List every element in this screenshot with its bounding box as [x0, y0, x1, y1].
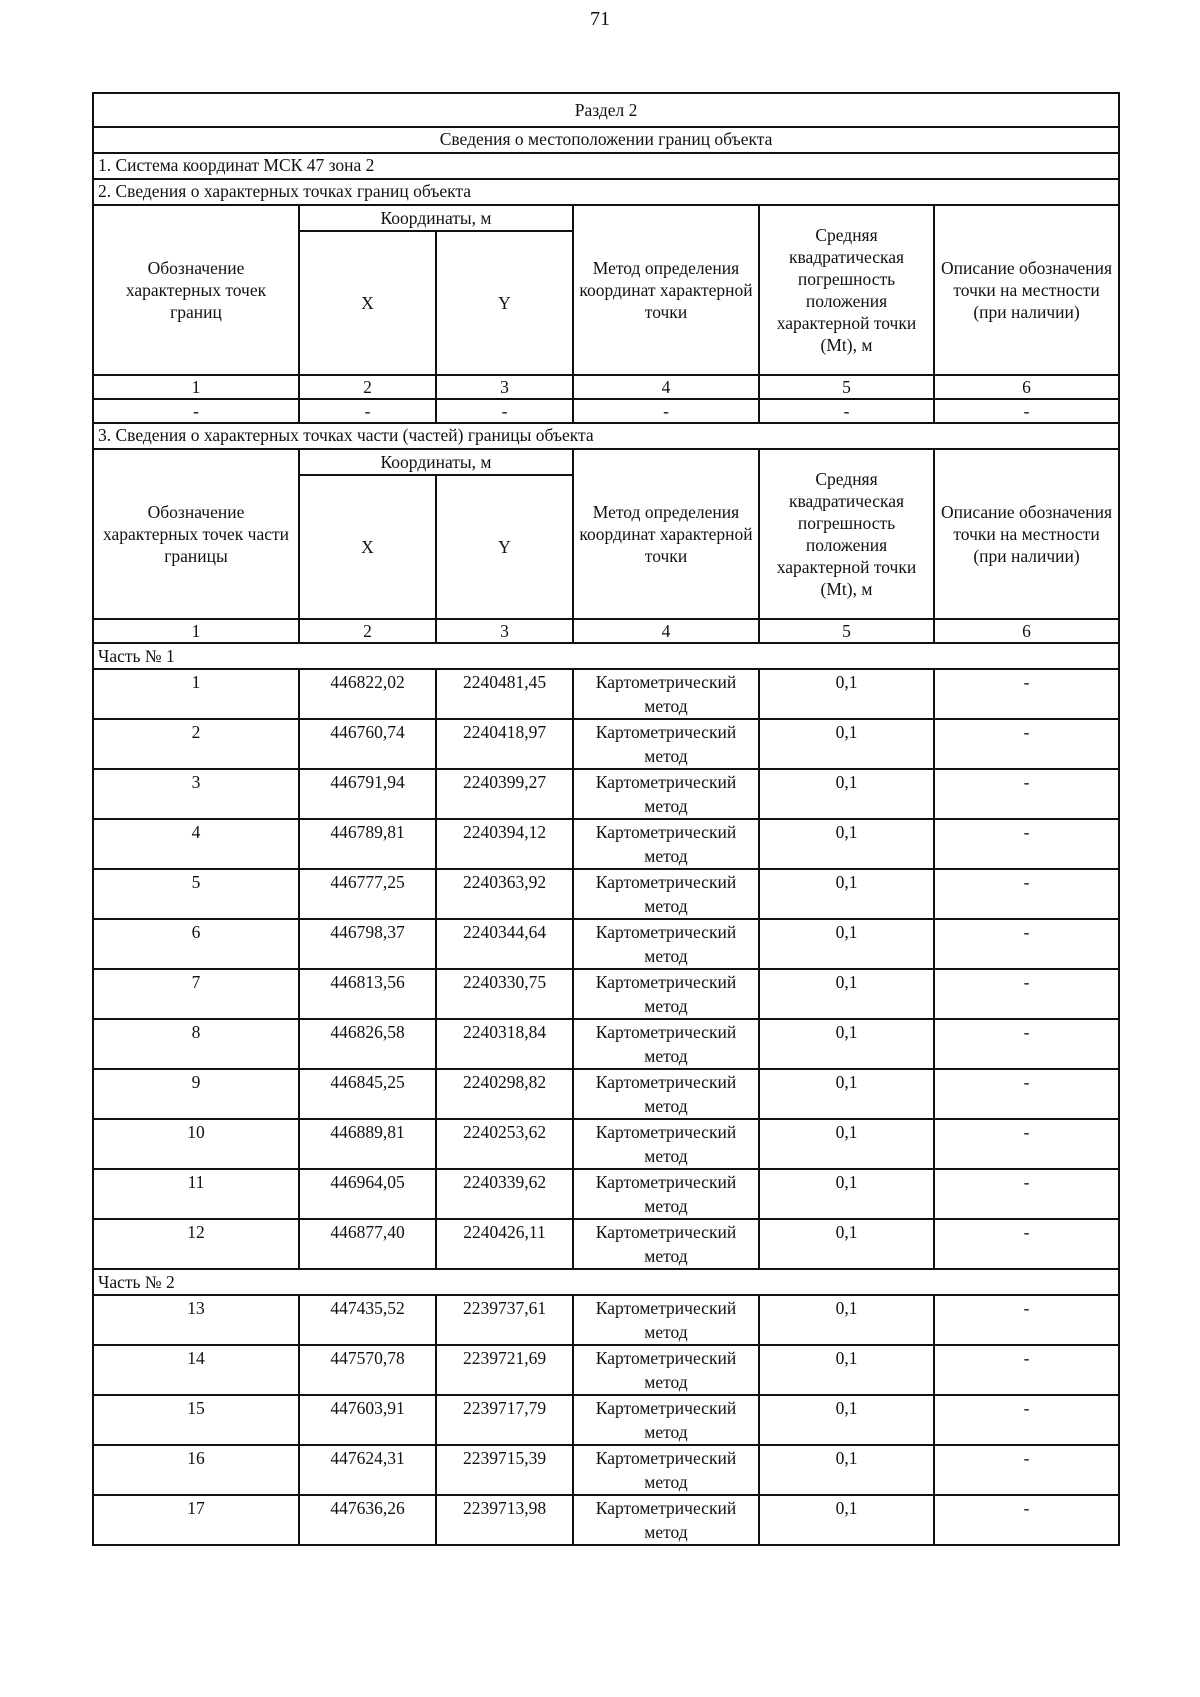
- x-coord-cell: 446789,81: [299, 819, 436, 869]
- method-cell: Картометрический метод: [573, 1119, 759, 1169]
- accuracy-cell: 0,1: [759, 1219, 934, 1269]
- block3-description-header: Описание обозначения точки на местности (при наличии): [934, 449, 1119, 619]
- description-cell: -: [934, 719, 1119, 769]
- description-cell: -: [934, 819, 1119, 869]
- accuracy-cell: 0,1: [759, 1345, 934, 1395]
- accuracy-cell: 0,1: [759, 969, 934, 1019]
- point-id-cell: 9: [93, 1069, 299, 1119]
- accuracy-cell: 0,1: [759, 1295, 934, 1345]
- x-coord-cell: 446813,56: [299, 969, 436, 1019]
- block2-description-header: Описание обозначения точки на местности (при наличии): [934, 205, 1119, 375]
- y-coord-cell: 2240253,62: [436, 1119, 573, 1169]
- block3-accuracy-header: Средняя квадратическая погрешность положения характерной точки (Mt), м: [759, 449, 934, 619]
- point-id-cell: 10: [93, 1119, 299, 1169]
- part-header-row: [93, 643, 1119, 669]
- accuracy-cell: 0,1: [759, 719, 934, 769]
- method-cell: Картометрический метод: [573, 1069, 759, 1119]
- x-coord-cell: 447435,52: [299, 1295, 436, 1345]
- point-id-cell: 3: [93, 769, 299, 819]
- method-cell: Картометрический метод: [573, 819, 759, 869]
- y-coord-cell: 2240363,92: [436, 869, 573, 919]
- block3-title: 3. Сведения о характерных точках части (частей) границы объекта: [93, 423, 1119, 449]
- section-title: Раздел 2: [93, 93, 1119, 127]
- y-coord-cell: 2240399,27: [436, 769, 573, 819]
- table-row: [93, 1445, 1119, 1495]
- table-row: [93, 1069, 1119, 1119]
- block2-empty-cell: -: [934, 399, 1119, 423]
- point-id-cell: 17: [93, 1495, 299, 1545]
- method-cell: Картометрический метод: [573, 1495, 759, 1545]
- description-cell: -: [934, 919, 1119, 969]
- method-cell: Картометрический метод: [573, 1295, 759, 1345]
- point-id-cell: 1: [93, 669, 299, 719]
- block3-colnum: 6: [934, 619, 1119, 643]
- block3-colnum: 1: [93, 619, 299, 643]
- part-header-row: [93, 1269, 1119, 1295]
- point-id-cell: 12: [93, 1219, 299, 1269]
- table-row: [93, 1169, 1119, 1219]
- table-row: [93, 1119, 1119, 1169]
- accuracy-cell: 0,1: [759, 1119, 934, 1169]
- part-label: Часть № 1: [93, 643, 1119, 669]
- description-cell: -: [934, 1345, 1119, 1395]
- point-id-cell: 5: [93, 869, 299, 919]
- table-row: [93, 969, 1119, 1019]
- point-id-cell: 14: [93, 1345, 299, 1395]
- block2-colnum: 2: [299, 375, 436, 399]
- method-cell: Картометрический метод: [573, 719, 759, 769]
- y-coord-cell: 2240344,64: [436, 919, 573, 969]
- table-row: [93, 669, 1119, 719]
- block3-y-header: Y: [436, 475, 573, 619]
- accuracy-cell: 0,1: [759, 1019, 934, 1069]
- block2-y-header: Y: [436, 231, 573, 375]
- x-coord-cell: 446964,05: [299, 1169, 436, 1219]
- method-cell: Картометрический метод: [573, 869, 759, 919]
- method-cell: Картометрический метод: [573, 1395, 759, 1445]
- description-cell: -: [934, 1169, 1119, 1219]
- coord-system: 1. Система координат МСК 47 зона 2: [93, 153, 1119, 179]
- method-cell: Картометрический метод: [573, 1219, 759, 1269]
- y-coord-cell: 2239713,98: [436, 1495, 573, 1545]
- x-coord-cell: 447624,31: [299, 1445, 436, 1495]
- table-row: [93, 819, 1119, 869]
- point-id-cell: 2: [93, 719, 299, 769]
- accuracy-cell: 0,1: [759, 869, 934, 919]
- x-coord-cell: 446877,40: [299, 1219, 436, 1269]
- block2-colnum: 4: [573, 375, 759, 399]
- table-row: [93, 869, 1119, 919]
- accuracy-cell: 0,1: [759, 1445, 934, 1495]
- x-coord-cell: 446889,81: [299, 1119, 436, 1169]
- description-cell: -: [934, 869, 1119, 919]
- y-coord-cell: 2239715,39: [436, 1445, 573, 1495]
- block2-empty-cell: -: [299, 399, 436, 423]
- y-coord-cell: 2239737,61: [436, 1295, 573, 1345]
- part-label: Часть № 2: [93, 1269, 1119, 1295]
- table-row: [93, 919, 1119, 969]
- method-cell: Картометрический метод: [573, 769, 759, 819]
- x-coord-cell: 447570,78: [299, 1345, 436, 1395]
- table-row: [93, 1345, 1119, 1395]
- block3-x-header: X: [299, 475, 436, 619]
- block3-colnum: 2: [299, 619, 436, 643]
- description-cell: -: [934, 1069, 1119, 1119]
- description-cell: -: [934, 669, 1119, 719]
- x-coord-cell: 446791,94: [299, 769, 436, 819]
- block3-method-header: Метод определения координат характерной точки: [573, 449, 759, 619]
- block2-designation-header: Обозначение характерных точек границ: [93, 205, 299, 375]
- method-cell: Картометрический метод: [573, 919, 759, 969]
- x-coord-cell: 447603,91: [299, 1395, 436, 1445]
- point-id-cell: 16: [93, 1445, 299, 1495]
- block3-designation-header: Обозначение характерных точек части границы: [93, 449, 299, 619]
- table-row: [93, 1395, 1119, 1445]
- table-row: [93, 1219, 1119, 1269]
- block2-empty-cell: -: [573, 399, 759, 423]
- point-id-cell: 15: [93, 1395, 299, 1445]
- block2-colnum: 5: [759, 375, 934, 399]
- accuracy-cell: 0,1: [759, 769, 934, 819]
- method-cell: Картометрический метод: [573, 969, 759, 1019]
- table-row: [93, 1495, 1119, 1545]
- x-coord-cell: 446777,25: [299, 869, 436, 919]
- description-cell: -: [934, 1019, 1119, 1069]
- description-cell: -: [934, 769, 1119, 819]
- block2-method-header: Метод определения координат характерной точки: [573, 205, 759, 375]
- section-subtitle: Сведения о местоположении границ объекта: [93, 127, 1119, 153]
- y-coord-cell: 2239721,69: [436, 1345, 573, 1395]
- block3-colnum: 3: [436, 619, 573, 643]
- method-cell: Картометрический метод: [573, 669, 759, 719]
- block2-x-header: X: [299, 231, 436, 375]
- boundary-table: [92, 92, 1120, 1546]
- table-row: [93, 769, 1119, 819]
- description-cell: -: [934, 969, 1119, 1019]
- block2-colnum: 1: [93, 375, 299, 399]
- block2-accuracy-header: Средняя квадратическая погрешность положения характерной точки (Mt), м: [759, 205, 934, 375]
- point-id-cell: 13: [93, 1295, 299, 1345]
- y-coord-cell: 2240426,11: [436, 1219, 573, 1269]
- accuracy-cell: 0,1: [759, 669, 934, 719]
- accuracy-cell: 0,1: [759, 1169, 934, 1219]
- block3-colnum: 5: [759, 619, 934, 643]
- point-id-cell: 7: [93, 969, 299, 1019]
- method-cell: Картометрический метод: [573, 1169, 759, 1219]
- y-coord-cell: 2240330,75: [436, 969, 573, 1019]
- description-cell: -: [934, 1219, 1119, 1269]
- accuracy-cell: 0,1: [759, 1069, 934, 1119]
- block3-colnum: 4: [573, 619, 759, 643]
- description-cell: -: [934, 1295, 1119, 1345]
- accuracy-cell: 0,1: [759, 1395, 934, 1445]
- description-cell: -: [934, 1495, 1119, 1545]
- table-row: [93, 1019, 1119, 1069]
- y-coord-cell: 2240318,84: [436, 1019, 573, 1069]
- x-coord-cell: 447636,26: [299, 1495, 436, 1545]
- y-coord-cell: 2240339,62: [436, 1169, 573, 1219]
- table-row: [93, 719, 1119, 769]
- y-coord-cell: 2240481,45: [436, 669, 573, 719]
- y-coord-cell: 2239717,79: [436, 1395, 573, 1445]
- method-cell: Картометрический метод: [573, 1345, 759, 1395]
- method-cell: Картометрический метод: [573, 1445, 759, 1495]
- point-id-cell: 11: [93, 1169, 299, 1219]
- y-coord-cell: 2240394,12: [436, 819, 573, 869]
- block3-coordinates-header: Координаты, м: [299, 449, 573, 475]
- block2-colnum: 3: [436, 375, 573, 399]
- block2-empty-cell: -: [93, 399, 299, 423]
- x-coord-cell: 446798,37: [299, 919, 436, 969]
- point-id-cell: 4: [93, 819, 299, 869]
- x-coord-cell: 446760,74: [299, 719, 436, 769]
- description-cell: -: [934, 1445, 1119, 1495]
- accuracy-cell: 0,1: [759, 1495, 934, 1545]
- description-cell: -: [934, 1395, 1119, 1445]
- block2-empty-cell: -: [436, 399, 573, 423]
- description-cell: -: [934, 1119, 1119, 1169]
- block2-empty-cell: -: [759, 399, 934, 423]
- accuracy-cell: 0,1: [759, 919, 934, 969]
- x-coord-cell: 446822,02: [299, 669, 436, 719]
- block2-coordinates-header: Координаты, м: [299, 205, 573, 231]
- method-cell: Картометрический метод: [573, 1019, 759, 1069]
- x-coord-cell: 446845,25: [299, 1069, 436, 1119]
- block2-title: 2. Сведения о характерных точках границ объекта: [93, 179, 1119, 205]
- table-row: [93, 1295, 1119, 1345]
- point-id-cell: 8: [93, 1019, 299, 1069]
- x-coord-cell: 446826,58: [299, 1019, 436, 1069]
- y-coord-cell: 2240418,97: [436, 719, 573, 769]
- accuracy-cell: 0,1: [759, 819, 934, 869]
- block2-colnum: 6: [934, 375, 1119, 399]
- page-number: 71: [590, 8, 610, 30]
- point-id-cell: 6: [93, 919, 299, 969]
- y-coord-cell: 2240298,82: [436, 1069, 573, 1119]
